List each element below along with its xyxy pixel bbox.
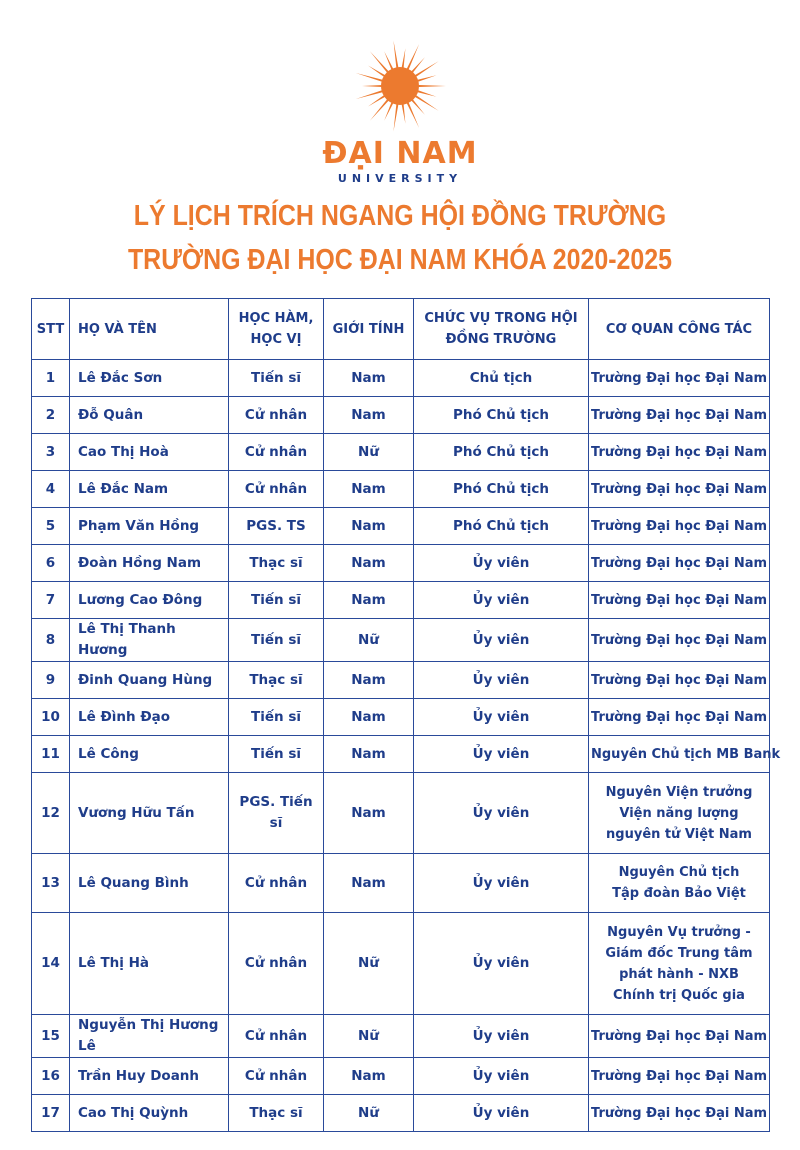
cell-degree: Cử nhân — [229, 397, 324, 434]
cell-gender: Nam — [324, 662, 414, 699]
cell-stt: 8 — [32, 619, 70, 662]
table-row — [32, 736, 770, 773]
cell-role: Phó Chủ tịch — [414, 434, 589, 471]
page-title-line-1: LÝ LỊCH TRÍCH NGANG HỘI ĐỒNG TRƯỜNG — [133, 200, 667, 232]
cell-role: Ủy viên — [414, 1058, 589, 1095]
cell-name: Lê Đắc Sơn — [70, 360, 229, 397]
cell-role: Phó Chủ tịch — [414, 508, 589, 545]
cell-role: Ủy viên — [414, 773, 589, 854]
cell-degree: Tiến sĩ — [229, 699, 324, 736]
brand-subtitle: UNIVERSITY — [337, 172, 463, 185]
cell-degree: Cử nhân — [229, 913, 324, 1015]
cell-role: Ủy viên — [414, 854, 589, 913]
cell-gender: Nam — [324, 397, 414, 434]
cell-stt: 14 — [32, 913, 70, 1015]
table-row — [32, 545, 770, 582]
cell-org: Trường Đại học Đại Nam — [589, 471, 770, 508]
cell-org: Trường Đại học Đại Nam — [589, 1015, 770, 1058]
table-row — [32, 471, 770, 508]
cell-name: Lê Đắc Nam — [70, 471, 229, 508]
page-title-line-2: TRƯỜNG ĐẠI HỌC ĐẠI NAM KHÓA 2020-2025 — [127, 244, 673, 276]
sun-ray — [406, 100, 420, 128]
brand-name: ĐẠI NAM — [322, 136, 478, 171]
cell-stt: 9 — [32, 662, 70, 699]
sun-ray — [393, 102, 398, 132]
cell-stt: 15 — [32, 1015, 70, 1058]
table-row — [32, 773, 770, 854]
cell-stt: 17 — [32, 1095, 70, 1132]
cell-role: Phó Chủ tịch — [414, 471, 589, 508]
table-row — [32, 619, 770, 662]
cell-role: Ủy viên — [414, 736, 589, 773]
cell-org: Trường Đại học Đại Nam — [589, 434, 770, 471]
table-body — [32, 360, 781, 1132]
cell-gender: Nam — [324, 508, 414, 545]
table-row — [32, 854, 770, 913]
table-row — [32, 913, 770, 1015]
cell-name: Lê Thị Thanh Hương — [70, 619, 229, 662]
cell-stt: 1 — [32, 360, 70, 397]
cell-degree: Tiến sĩ — [229, 736, 324, 773]
cell-name: Cao Thị Quỳnh — [70, 1095, 229, 1132]
cell-gender: Nữ — [324, 1015, 414, 1058]
table-row — [32, 434, 770, 471]
table-row — [32, 1015, 770, 1058]
sun-ray — [401, 102, 405, 124]
header-role: CHỨC VỤ TRONG HỘI ĐỒNG TRƯỜNG — [414, 299, 589, 360]
sun-core — [381, 67, 419, 105]
cell-name: Đỗ Quân — [70, 397, 229, 434]
cell-name: Lê Quang Bình — [70, 854, 229, 913]
cell-degree: PGS. Tiến sĩ — [229, 773, 324, 854]
cell-role: Phó Chủ tịch — [414, 397, 589, 434]
sun-ray — [393, 40, 398, 70]
table-row — [32, 397, 770, 434]
cell-degree: Tiến sĩ — [229, 360, 324, 397]
cell-stt: 6 — [32, 545, 70, 582]
cell-degree: Cử nhân — [229, 1015, 324, 1058]
cell-degree: Tiến sĩ — [229, 582, 324, 619]
cell-org: Nguyên Vụ trưởng - Giám đốc Trung tâm phát hành - NXB Chính trị Quốc gia — [589, 913, 770, 1015]
cell-gender: Nam — [324, 773, 414, 854]
cell-degree: Thạc sĩ — [229, 545, 324, 582]
sun-ray — [401, 48, 405, 70]
cell-org: Nguyên Viện trưởng Viện năng lượng nguyên tử Việt Nam — [589, 773, 770, 854]
cell-role: Ủy viên — [414, 699, 589, 736]
table-row — [32, 699, 770, 736]
sun-ray — [406, 44, 420, 72]
cell-org: Trường Đại học Đại Nam — [589, 508, 770, 545]
cell-role: Chủ tịch — [414, 360, 589, 397]
cell-degree: Thạc sĩ — [229, 1095, 324, 1132]
cell-name: Cao Thị Hoà — [70, 434, 229, 471]
cell-stt: 7 — [32, 582, 70, 619]
cell-degree: Thạc sĩ — [229, 662, 324, 699]
header-name: HỌ VÀ TÊN — [70, 299, 229, 360]
sun-ray — [370, 97, 391, 120]
cell-role: Ủy viên — [414, 913, 589, 1015]
table-row — [32, 360, 770, 397]
cell-org: Trường Đại học Đại Nam — [589, 1058, 770, 1095]
table-row — [32, 1058, 770, 1095]
cell-stt: 10 — [32, 699, 70, 736]
header-gender: GIỚI TÍNH — [324, 299, 414, 360]
cell-stt: 11 — [32, 736, 70, 773]
header-stt: STT — [32, 299, 70, 360]
cell-role: Ủy viên — [414, 619, 589, 662]
cell-gender: Nam — [324, 854, 414, 913]
table-row — [32, 582, 770, 619]
cell-stt: 2 — [32, 397, 70, 434]
cell-stt: 3 — [32, 434, 70, 471]
header-degree: HỌC HÀM, HỌC VỊ — [229, 299, 324, 360]
cell-gender: Nam — [324, 545, 414, 582]
cell-org: Trường Đại học Đại Nam — [589, 397, 770, 434]
cell-gender: Nam — [324, 736, 414, 773]
table-header-row — [32, 299, 770, 360]
cell-org: Trường Đại học Đại Nam — [589, 662, 770, 699]
council-table — [31, 298, 781, 1132]
cell-degree: Cử nhân — [229, 434, 324, 471]
cell-org: Trường Đại học Đại Nam — [589, 582, 770, 619]
cell-name: Lê Đình Đạo — [70, 699, 229, 736]
cell-gender: Nam — [324, 471, 414, 508]
cell-role: Ủy viên — [414, 1015, 589, 1058]
cell-name: Phạm Văn Hồng — [70, 508, 229, 545]
cell-org: Trường Đại học Đại Nam — [589, 360, 770, 397]
cell-org: Trường Đại học Đại Nam — [589, 699, 770, 736]
cell-role: Ủy viên — [414, 545, 589, 582]
sun-burst-icon — [0, 36, 800, 136]
cell-name: Lê Công — [70, 736, 229, 773]
cell-gender: Nam — [324, 1058, 414, 1095]
cell-role: Ủy viên — [414, 582, 589, 619]
sun-ray — [362, 85, 384, 87]
cell-name: Trần Huy Doanh — [70, 1058, 229, 1095]
cell-degree: Cử nhân — [229, 1058, 324, 1095]
cell-stt: 16 — [32, 1058, 70, 1095]
cell-degree: Cử nhân — [229, 854, 324, 913]
cell-name: Lê Thị Hà — [70, 913, 229, 1015]
cell-degree: Cử nhân — [229, 471, 324, 508]
cell-name: Vương Hữu Tấn — [70, 773, 229, 854]
cell-org: Trường Đại học Đại Nam — [589, 545, 770, 582]
cell-name: Lương Cao Đông — [70, 582, 229, 619]
cell-name: Đoàn Hồng Nam — [70, 545, 229, 582]
cell-name: Nguyễn Thị Hương Lê — [70, 1015, 229, 1058]
sun-ray — [370, 51, 391, 74]
cell-stt: 4 — [32, 471, 70, 508]
cell-degree: Tiến sĩ — [229, 619, 324, 662]
cell-name: Đinh Quang Hùng — [70, 662, 229, 699]
sun-ray — [416, 85, 446, 87]
cell-gender: Nữ — [324, 913, 414, 1015]
header-org: CƠ QUAN CÔNG TÁC — [589, 299, 770, 360]
cell-stt: 5 — [32, 508, 70, 545]
cell-stt: 12 — [32, 773, 70, 854]
cell-org: Nguyên Chủ tịch Tập đoàn Bảo Việt — [589, 854, 770, 913]
cell-org: Trường Đại học Đại Nam — [589, 619, 770, 662]
cell-role: Ủy viên — [414, 662, 589, 699]
cell-gender: Nữ — [324, 434, 414, 471]
cell-gender: Nữ — [324, 619, 414, 662]
cell-gender: Nam — [324, 582, 414, 619]
table-row — [32, 508, 770, 545]
cell-degree: PGS. TS — [229, 508, 324, 545]
table-row — [32, 662, 770, 699]
cell-org: Nguyên Chủ tịch MB Bank — [589, 736, 770, 773]
cell-org: Trường Đại học Đại Nam — [589, 1095, 770, 1132]
table-row — [32, 1095, 770, 1132]
cell-role: Ủy viên — [414, 1095, 589, 1132]
cell-gender: Nam — [324, 360, 414, 397]
cell-stt: 13 — [32, 854, 70, 913]
cell-gender: Nam — [324, 699, 414, 736]
cell-gender: Nữ — [324, 1095, 414, 1132]
